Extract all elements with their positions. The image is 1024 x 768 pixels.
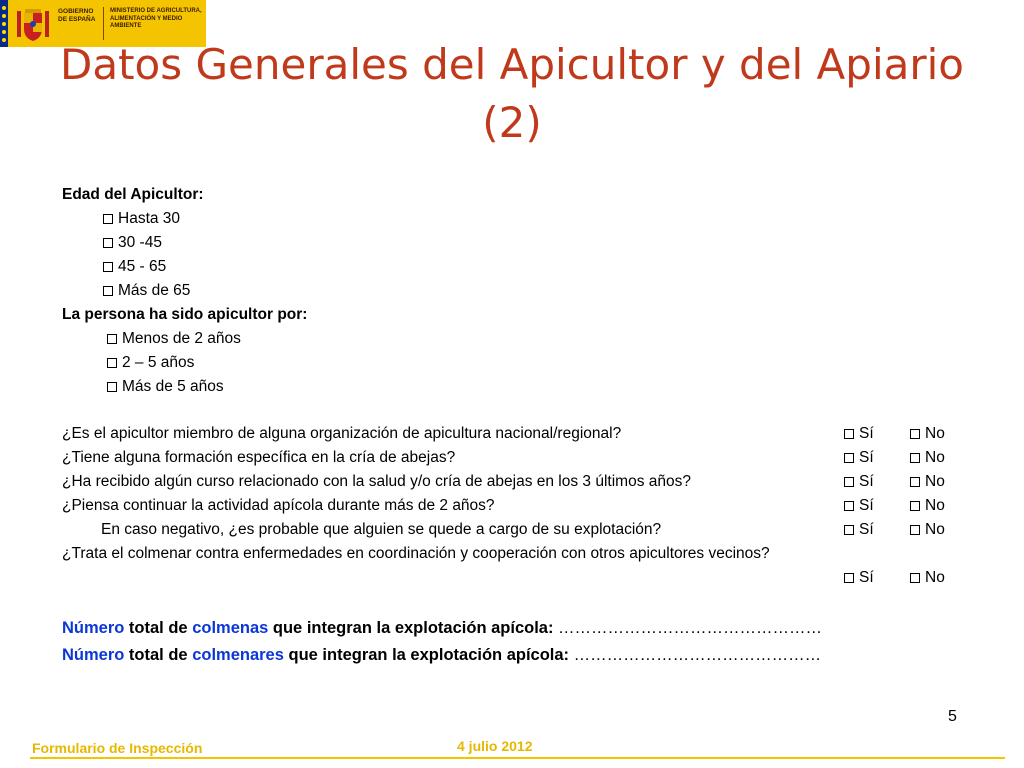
checkbox-icon[interactable] [107, 358, 117, 368]
fill-in-blank: ……………………………………… [573, 646, 822, 664]
no-option[interactable]: No [910, 447, 945, 469]
age-option-1[interactable]: Hasta 30 [103, 209, 180, 229]
experience-label: La persona ha sido apicultor por: [62, 306, 308, 323]
checkbox-icon[interactable] [103, 286, 113, 296]
coat-of-arms-icon [14, 3, 52, 44]
checkbox-icon[interactable] [844, 477, 854, 487]
total-apiaries-field[interactable]: Número total de colmenares que integran la explotación apícola: ……………………………………… [62, 646, 822, 664]
question-text: ¿Tiene alguna formación específica en la cría de abejas? [62, 449, 456, 466]
checkbox-icon[interactable] [910, 453, 920, 463]
eu-flag-strip [0, 0, 8, 47]
question-text: En caso negativo, ¿es probable que alguien se quede a cargo de su explotación? [101, 521, 662, 538]
question-row [62, 471, 962, 493]
question-row [62, 423, 962, 445]
age-option-3[interactable]: 45 - 65 [103, 257, 166, 277]
checkbox-icon[interactable] [844, 525, 854, 535]
age-option-2[interactable]: 30 -45 [103, 233, 162, 253]
footer-form-name: Formulario de Inspección [32, 740, 203, 756]
question-row [62, 447, 962, 469]
checkbox-icon[interactable] [844, 501, 854, 511]
checkbox-icon[interactable] [910, 573, 920, 583]
logo-ministry-text: MINISTERIO DE AGRICULTURA, ALIMENTACIÓN Y MEDIO AMBIENTE [110, 8, 202, 29]
no-option[interactable]: No [910, 519, 945, 541]
checkbox-icon[interactable] [910, 477, 920, 487]
question-row [62, 543, 962, 565]
experience-option-2[interactable]: 2 – 5 años [107, 353, 194, 373]
no-option[interactable]: No [910, 567, 945, 589]
question-text: ¿Es el apicultor miembro de alguna organización de apicultura nacional/regional? [62, 425, 622, 442]
yes-option[interactable]: Sí [844, 519, 874, 541]
question-row [62, 519, 962, 541]
yes-option[interactable]: Sí [844, 471, 874, 493]
checkbox-icon[interactable] [103, 238, 113, 248]
checkbox-icon[interactable] [910, 429, 920, 439]
question-row-answers [62, 567, 962, 589]
experience-option-3[interactable]: Más de 5 años [107, 377, 224, 397]
age-option-4[interactable]: Más de 65 [103, 281, 190, 301]
checkbox-icon[interactable] [107, 334, 117, 344]
question-row [62, 495, 962, 517]
yes-option[interactable]: Sí [844, 423, 874, 445]
checkbox-icon[interactable] [844, 453, 854, 463]
logo-government-text: GOBIERNO DE ESPAÑA [58, 8, 96, 23]
no-option[interactable]: No [910, 471, 945, 493]
checkbox-icon[interactable] [103, 214, 113, 224]
footer-divider [30, 757, 1005, 759]
checkbox-icon[interactable] [910, 525, 920, 535]
experience-option-1[interactable]: Menos de 2 años [107, 329, 241, 349]
fill-in-blank: ………………………………………… [558, 619, 823, 637]
checkbox-icon[interactable] [103, 262, 113, 272]
checkbox-icon[interactable] [844, 429, 854, 439]
no-option[interactable]: No [910, 423, 945, 445]
yes-option[interactable]: Sí [844, 495, 874, 517]
yes-option[interactable]: Sí [844, 447, 874, 469]
total-hives-field[interactable]: Número total de colmenas que integran la explotación apícola: ………………………………………… [62, 619, 823, 637]
age-label: Edad del Apicultor: [62, 186, 204, 203]
checkbox-icon[interactable] [107, 382, 117, 392]
question-text: ¿Trata el colmenar contra enfermedades en coordinación y cooperación con otros apicultores vecinos? [62, 545, 770, 562]
page-title: Datos Generales del Apicultor y del Apiario (2) [60, 40, 964, 147]
no-option[interactable]: No [910, 495, 945, 517]
checkbox-icon[interactable] [844, 573, 854, 583]
checkbox-icon[interactable] [910, 501, 920, 511]
footer-date: 4 julio 2012 [457, 738, 533, 754]
yes-option[interactable]: Sí [844, 567, 874, 589]
question-text: ¿Piensa continuar la actividad apícola durante más de 2 años? [62, 497, 495, 514]
page-number: 5 [948, 708, 957, 725]
question-text: ¿Ha recibido algún curso relacionado con la salud y/o cría de abejas en los 3 últimos años? [62, 473, 691, 490]
